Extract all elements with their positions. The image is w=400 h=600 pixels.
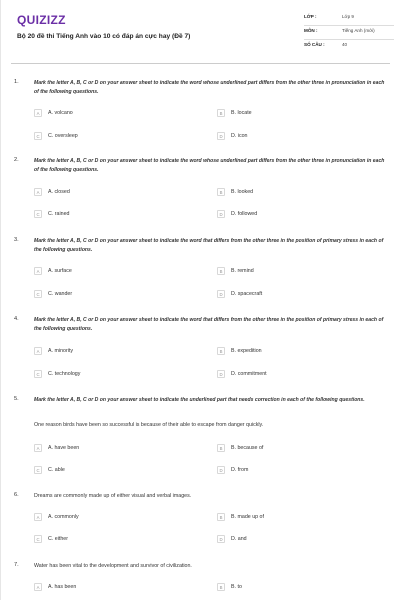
question-sentence: One reason birds have been so successful is because of their able to escape from danger quickly. [34,422,264,428]
option-label: B. remind [231,268,254,274]
option-label: C. rained [48,211,70,217]
question-number: 6. [14,492,19,498]
option-letter-box: B [217,267,225,275]
option-label: C. wander [48,291,73,297]
question-instruction: Mark the letter A, B, C or D on your answer sheet to indicate the word whose underlined part differs from the other three in pronunciation in each of the following questions. [34,80,385,95]
option-letter-box: C [34,210,42,218]
meta-row-count [304,40,394,54]
option-letter-box: D [217,370,225,378]
option-label: A. surface [48,268,72,274]
question-instruction: Mark the letter A, B, C or D on your answer sheet to indicate the word whose underlined part differs from the other three in pronunciation in each of the following questions. [34,158,385,173]
option-letter-box: B [217,513,225,521]
option-label: D. and [231,536,247,542]
option-letter-box: A [34,188,42,196]
option-letter-box: B [217,444,225,452]
option-label: D. followed [231,211,258,217]
question-instruction: Mark the letter A, B, C or D on your answer sheet to indicate the underlined part that needs correction in each of the following questions. [34,397,365,403]
option-label: A. closed [48,189,70,195]
option-letter-box: A [34,444,42,452]
option-letter-box: C [34,370,42,378]
option-label: D. from [231,467,249,473]
worksheet-meta [304,12,394,54]
meta-value: Tiếng Anh (mới) [342,28,375,33]
option-letter-box: C [34,535,42,543]
worksheet-title: Bộ 20 đề thi Tiếng Anh vào 10 có đáp án cực hay (Đề 7) [17,33,191,40]
option-label: C. oversleep [48,133,78,139]
option-letter-box: C [34,132,42,140]
meta-row-class [304,12,394,26]
question-instruction: Mark the letter A, B, C or D on your answer sheet to indicate the word that differs from the other three in the position of primary stress in each of the following questions. [34,238,384,253]
question-number: 5. [14,396,19,402]
question-sentence: Dreams are commonly made up of either visual and verbal images. [34,493,192,499]
option-letter-box: D [217,466,225,474]
option-label: B. locate [231,110,252,116]
question-number: 7. [14,562,19,568]
option-label: D. icon [231,133,248,139]
option-letter-box: A [34,347,42,355]
question-sentence: Water has been vital to the development and survivor of civilization. [34,563,192,569]
option-label: A. has been [48,584,77,590]
option-letter-box: C [34,466,42,474]
question-number: 2. [14,157,19,163]
option-label: C. able [48,467,65,473]
option-label: B. because of [231,445,264,451]
meta-value: Lớp 9 [342,14,354,19]
option-letter-box: D [217,535,225,543]
option-letter-box: A [34,513,42,521]
option-letter-box: D [217,132,225,140]
option-letter-box: B [217,188,225,196]
option-label: A. commonly [48,514,79,520]
option-label: A. have been [48,445,80,451]
option-label: A. volcano [48,110,73,116]
question-number: 1. [14,79,19,85]
option-label: A. minority [48,348,74,354]
meta-key: SỐ CÂU : [304,42,325,47]
question-instruction: Mark the letter A, B, C or D on your answer sheet to indicate the word that differs from the other three in the position of primary stress in each of the following questions. [34,317,384,332]
quizizz-logo: QUIZIZZ [17,13,66,27]
question-number: 3. [14,237,19,243]
meta-row-subject [304,26,394,40]
option-letter-box: D [217,290,225,298]
option-label: D. commitment [231,371,267,377]
option-letter-box: D [217,210,225,218]
option-label: C. either [48,536,69,542]
option-letter-box: A [34,267,42,275]
meta-key: LỚP : [304,14,317,19]
option-letter-box: B [217,109,225,117]
option-label: B. expedition [231,348,262,354]
header-divider [11,63,390,64]
meta-value: 40 [342,42,348,47]
option-label: B. looked [231,189,254,195]
option-label: B. made up of [231,514,264,520]
option-letter-box: C [34,290,42,298]
option-letter-box: A [34,109,42,117]
option-label: D. spacecraft [231,291,263,297]
question-number: 4. [14,316,19,322]
option-label: B. to [231,584,242,590]
option-letter-box: B [217,583,225,591]
option-letter-box: B [217,347,225,355]
meta-key: MÔN : [304,28,318,33]
worksheet-header [1,0,400,62]
option-letter-box: A [34,583,42,591]
option-label: C. technology [48,371,81,377]
